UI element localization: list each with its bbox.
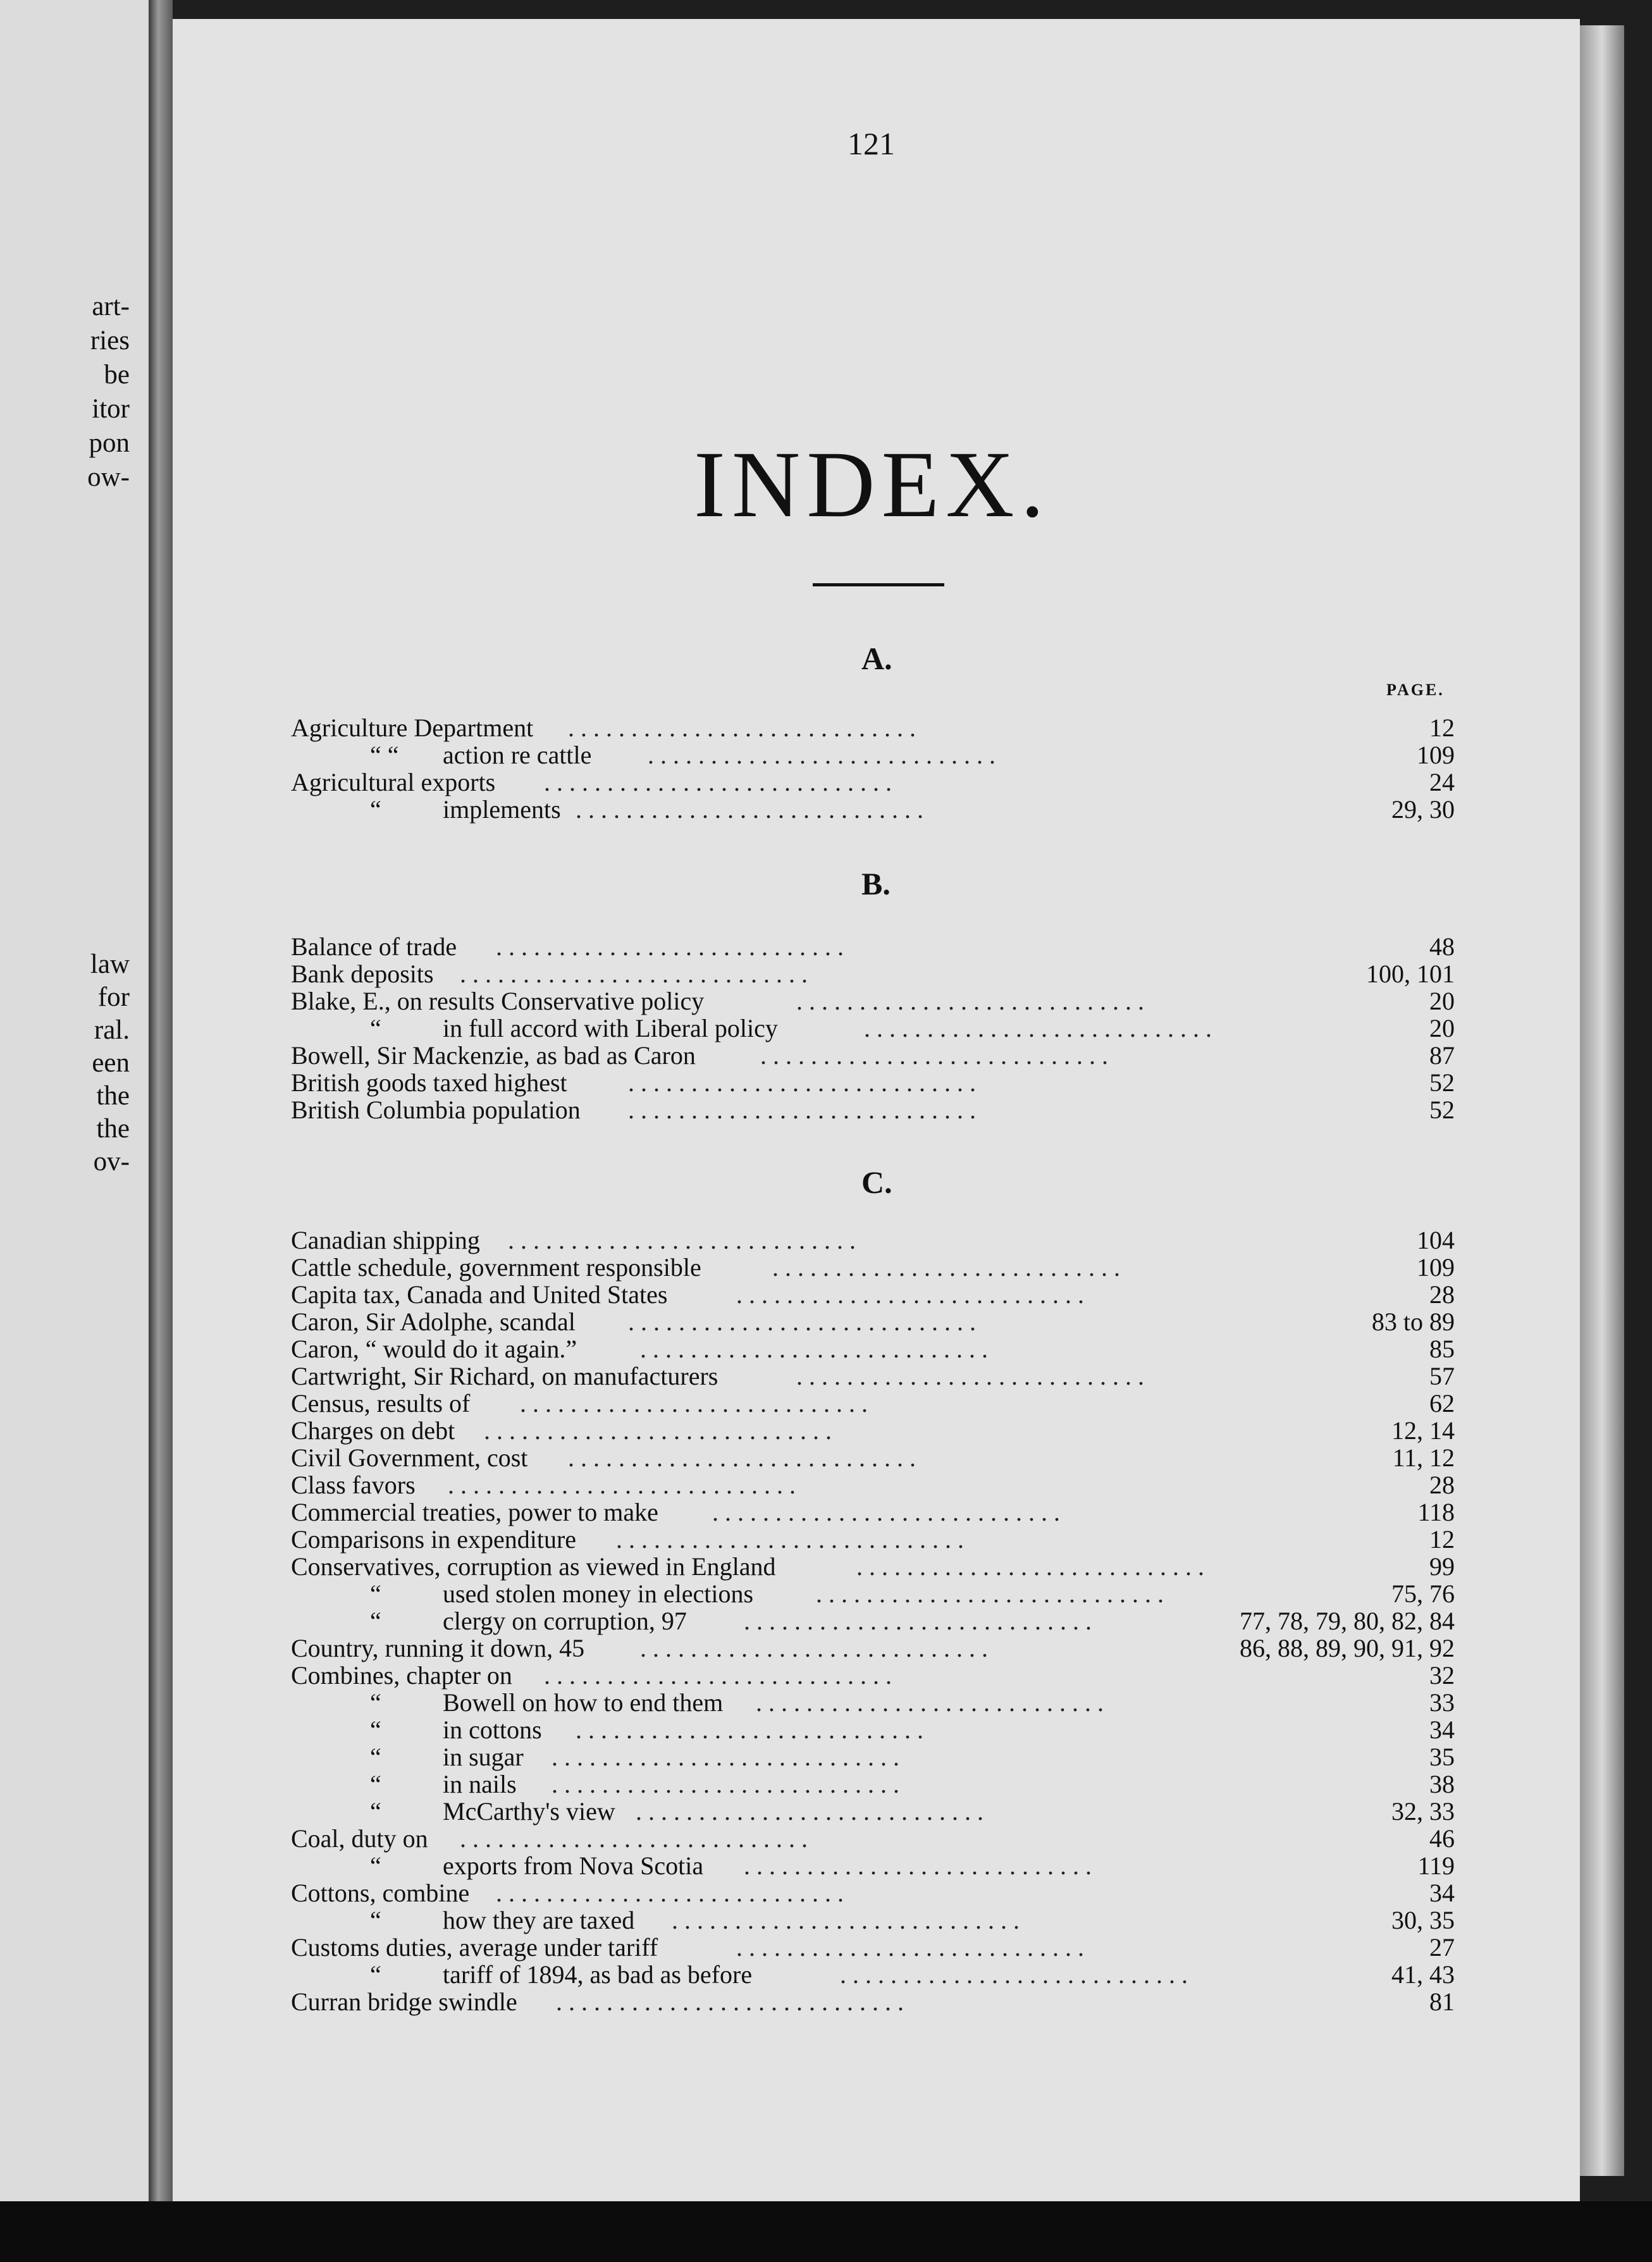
entry-page: 24 (1429, 768, 1455, 796)
entry-page: 52 (1429, 1096, 1455, 1124)
leader-dots: . . . . . . . . . . . . . . . . . . . . . . . . . . . . (744, 1851, 1092, 1880)
entry-text: Cottons, combine (291, 1879, 470, 1907)
entry-page: 87 (1429, 1041, 1455, 1070)
section-letter: A. (861, 641, 892, 676)
leader-dots: . . . . . . . . . . . . . . . . . . . . . . . . . . . . (640, 1634, 988, 1662)
leader-dots: . . . . . . . . . . . . . . . . . . . . . . . . . . . . (508, 1226, 856, 1254)
index-entry (0, 1878, 1455, 1906)
entry-page: 27 (1429, 1933, 1455, 1962)
index-entry (0, 1470, 1455, 1498)
index-entry (0, 1552, 1455, 1579)
leader-dots: . . . . . . . . . . . . . . . . . . . . . . . . . . . . (576, 795, 923, 824)
leader-dots: . . . . . . . . . . . . . . . . . . . . . . . . . . . . (520, 1389, 868, 1418)
entry-text: action re cattle (443, 741, 592, 769)
facing-page-line: law (90, 949, 130, 979)
entry-text: Customs duties, average under tariff (291, 1933, 658, 1962)
page-edge (1580, 25, 1624, 2176)
leader-dots: . . . . . . . . . . . . . . . . . . . . . . . . . . . . (760, 1041, 1108, 1070)
entry-text: in sugar (443, 1743, 524, 1771)
entry-text: Comparisons in expenditure (291, 1525, 577, 1554)
facing-page-line: art- (92, 292, 130, 321)
entry-text: Caron, “ would do it again.” (291, 1335, 577, 1363)
leader-dots: . . . . . . . . . . . . . . . . . . . . . . . . . . . . (496, 1879, 844, 1907)
entry-text: exports from Nova Scotia (443, 1851, 704, 1880)
leader-dots: . . . . . . . . . . . . . . . . . . . . . . . . . . . . (816, 1579, 1164, 1608)
entry-page: 12, 14 (1391, 1416, 1455, 1445)
index-entry (0, 1041, 1455, 1068)
entry-text: McCarthy's view (443, 1797, 615, 1826)
page-title: INDEX. (694, 432, 1051, 537)
index-entry (0, 1824, 1455, 1851)
index-entry (0, 1013, 1455, 1041)
entry-page: 34 (1429, 1715, 1455, 1744)
leader-dots: . . . . . . . . . . . . . . . . . . . . . . . . . . . . (556, 1987, 904, 2016)
leader-dots: . . . . . . . . . . . . . . . . . . . . . . . . . . . . (756, 1688, 1104, 1717)
index-entry (0, 1579, 1455, 1607)
leader-dots: . . . . . . . . . . . . . . . . . . . . . . . . . . . . (864, 1014, 1212, 1042)
section-letter: B. (861, 866, 891, 901)
index-entry (0, 1497, 1455, 1525)
entry-text: tariff of 1894, as bad as before (443, 1960, 753, 1989)
leader-dots: . . . . . . . . . . . . . . . . . . . . . . . . . . . . (840, 1960, 1188, 1989)
facing-page-line: the (96, 1081, 130, 1111)
entry-page: 109 (1417, 1253, 1455, 1282)
index-entry (0, 1443, 1455, 1471)
index-entry (0, 1633, 1455, 1661)
entry-page: 85 (1429, 1335, 1455, 1363)
leader-dots: . . . . . . . . . . . . . . . . . . . . . . . . . . . . (568, 1443, 916, 1472)
entry-text: Class favors (291, 1471, 416, 1499)
entry-text: British goods taxed highest (291, 1068, 567, 1097)
leader-dots: . . . . . . . . . . . . . . . . . . . . . . . . . . . . (460, 960, 808, 988)
entry-text: Country, running it down, 45 (291, 1634, 585, 1662)
entry-text: British Columbia population (291, 1096, 581, 1124)
index-entry (0, 1905, 1455, 1933)
entry-text: in nails (443, 1770, 517, 1798)
entry-page: 83 to 89 (1371, 1307, 1455, 1336)
entry-page: 30, 35 (1391, 1906, 1455, 1934)
leader-dots: . . . . . . . . . . . . . . . . . . . . . . . . . . . . (568, 714, 916, 742)
entry-text: Agricultural exports (291, 768, 496, 796)
entry-text: Civil Government, cost (291, 1443, 528, 1472)
facing-page-line: the (96, 1114, 130, 1144)
index-entry (0, 1068, 1455, 1096)
leader-dots: . . . . . . . . . . . . . . . . . . . . . . . . . . . . (544, 1661, 892, 1690)
entry-text: Caron, Sir Adolphe, scandal (291, 1307, 576, 1336)
leader-dots: . . . . . . . . . . . . . . . . . . . . . . . . . . . . (736, 1280, 1084, 1309)
leader-dots: . . . . . . . . . . . . . . . . . . . . . . . . . . . . (628, 1096, 976, 1124)
index-entry (0, 1960, 1455, 1987)
index-entry (0, 1388, 1455, 1416)
ditto-mark: “ (370, 1851, 381, 1880)
entry-text: implements (443, 795, 561, 824)
entry-page: 104 (1417, 1226, 1455, 1254)
index-entry (0, 1606, 1455, 1634)
ditto-mark: “ (370, 1770, 381, 1798)
leader-dots: . . . . . . . . . . . . . . . . . . . . . . . . . . . . (712, 1498, 1060, 1526)
entry-text: in cottons (443, 1715, 542, 1744)
index-entry (0, 1851, 1455, 1879)
entry-page: 12 (1429, 1525, 1455, 1554)
entry-page: 52 (1429, 1068, 1455, 1097)
entry-page: 46 (1429, 1824, 1455, 1853)
entry-text: Combines, chapter on (291, 1661, 512, 1690)
entry-page: 57 (1429, 1362, 1455, 1390)
leader-dots: . . . . . . . . . . . . . . . . . . . . . . . . . . . . (736, 1933, 1084, 1962)
entry-page: 41, 43 (1391, 1960, 1455, 1989)
index-entry (0, 1307, 1455, 1335)
leader-dots: . . . . . . . . . . . . . . . . . . . . . . . . . . . . (640, 1335, 988, 1363)
facing-page-line: be (104, 360, 130, 390)
leader-dots: . . . . . . . . . . . . . . . . . . . . . . . . . . . . (856, 1552, 1204, 1581)
index-entry (0, 794, 1455, 822)
leader-dots: . . . . . . . . . . . . . . . . . . . . . . . . . . . . (796, 987, 1144, 1015)
entry-text: Commercial treaties, power to make (291, 1498, 658, 1526)
entry-text: Capita tax, Canada and United States (291, 1280, 668, 1309)
index-entry (0, 1524, 1455, 1552)
entry-text: Agriculture Department (291, 714, 534, 742)
entry-page: 75, 76 (1391, 1579, 1455, 1608)
entry-page: 48 (1429, 932, 1455, 961)
leader-dots: . . . . . . . . . . . . . . . . . . . . . . . . . . . . (628, 1307, 976, 1336)
leader-dots: . . . . . . . . . . . . . . . . . . . . . . . . . . . . (772, 1253, 1120, 1282)
ditto-mark: “ (370, 1579, 381, 1608)
entry-page: 34 (1429, 1879, 1455, 1907)
entry-text: Bowell on how to end them (443, 1688, 724, 1717)
index-entry (0, 1252, 1455, 1280)
entry-page: 11, 12 (1392, 1443, 1455, 1472)
index-entry (0, 1688, 1455, 1715)
entry-page: 32, 33 (1391, 1797, 1455, 1826)
entry-page: 118 (1417, 1498, 1455, 1526)
entry-text: Canadian shipping (291, 1226, 480, 1254)
ditto-mark: “ (370, 1688, 381, 1717)
leader-dots: . . . . . . . . . . . . . . . . . . . . . . . . . . . . (672, 1906, 1020, 1934)
facing-page-line: for (97, 982, 130, 1012)
ditto-mark: “ (370, 1607, 381, 1635)
facing-page-line: pon (89, 428, 130, 458)
facing-page-line: een (92, 1048, 130, 1078)
leader-dots: . . . . . . . . . . . . . . . . . . . . . . . . . . . . (576, 1715, 923, 1744)
index-entry (0, 767, 1455, 795)
entry-page: 20 (1429, 987, 1455, 1015)
entry-text: Curran bridge swindle (291, 1987, 517, 2016)
entry-text: Coal, duty on (291, 1824, 428, 1853)
leader-dots: . . . . . . . . . . . . . . . . . . . . . . . . . . . . (616, 1525, 964, 1554)
entry-text: Bank deposits (291, 960, 434, 988)
index-entry (0, 1361, 1455, 1389)
index-entry (0, 932, 1455, 960)
facing-page-line: ral. (94, 1015, 130, 1045)
entry-page: 119 (1417, 1851, 1455, 1880)
leader-dots: . . . . . . . . . . . . . . . . . . . . . . . . . . . . (552, 1743, 899, 1771)
index-entry (0, 1334, 1455, 1362)
entry-page: 62 (1429, 1389, 1455, 1418)
entry-page: 86, 88, 89, 90, 91, 92 (1240, 1634, 1455, 1662)
entry-text: Balance of trade (291, 932, 457, 961)
entry-page: 33 (1429, 1688, 1455, 1717)
index-entry (0, 986, 1455, 1014)
leader-dots: . . . . . . . . . . . . . . . . . . . . . . . . . . . . (648, 741, 996, 769)
entry-text: Conservatives, corruption as viewed in England (291, 1552, 776, 1581)
index-entry (0, 1225, 1455, 1253)
index-entry (0, 713, 1455, 741)
ditto-mark: “ (370, 1906, 381, 1934)
page-number: 121 (848, 126, 895, 161)
ditto-mark: “ “ (370, 741, 399, 769)
index-entry (0, 1416, 1455, 1443)
facing-page-line: itor (92, 394, 130, 424)
section-letter: C. (861, 1165, 892, 1200)
leader-dots: . . . . . . . . . . . . . . . . . . . . . . . . . . . . (744, 1607, 1092, 1635)
entry-page: 38 (1429, 1770, 1455, 1798)
leader-dots: . . . . . . . . . . . . . . . . . . . . . . . . . . . . (552, 1770, 899, 1798)
entry-page: 32 (1429, 1661, 1455, 1690)
facing-page-line: ow- (87, 462, 130, 492)
leader-dots: . . . . . . . . . . . . . . . . . . . . . . . . . . . . (628, 1068, 976, 1097)
leader-dots: . . . . . . . . . . . . . . . . . . . . . . . . . . . . (496, 932, 844, 961)
entry-page: 100, 101 (1366, 960, 1455, 988)
facing-page-line: ries (90, 326, 130, 355)
entry-page: 35 (1429, 1743, 1455, 1771)
entry-text: Census, results of (291, 1389, 471, 1418)
leader-dots: . . . . . . . . . . . . . . . . . . . . . . . . . . . . (636, 1797, 983, 1826)
leader-dots: . . . . . . . . . . . . . . . . . . . . . . . . . . . . (460, 1824, 808, 1853)
entry-text: Cartwright, Sir Richard, on manufacturers (291, 1362, 718, 1390)
entry-text: in full accord with Liberal policy (443, 1014, 778, 1042)
ditto-mark: “ (370, 795, 381, 824)
scan-border (0, 2201, 1652, 2262)
entry-page: 12 (1429, 714, 1455, 742)
entry-text: Blake, E., on results Conservative policy (291, 987, 705, 1015)
index-entry (0, 740, 1455, 768)
entry-text: Cattle schedule, government responsible (291, 1253, 701, 1282)
entry-page: 77, 78, 79, 80, 82, 84 (1240, 1607, 1455, 1635)
ditto-mark: “ (370, 1960, 381, 1989)
leader-dots: . . . . . . . . . . . . . . . . . . . . . . . . . . . . (448, 1471, 796, 1499)
ditto-mark: “ (370, 1797, 381, 1826)
entry-page: 81 (1429, 1987, 1455, 2016)
entry-page: 28 (1429, 1280, 1455, 1309)
index-entry (0, 1742, 1455, 1770)
entry-text: Bowell, Sir Mackenzie, as bad as Caron (291, 1041, 696, 1070)
page-column-heading: PAGE. (1386, 681, 1445, 699)
ditto-mark: “ (370, 1743, 381, 1771)
facing-page-line: ov- (93, 1147, 130, 1177)
leader-dots: . . . . . . . . . . . . . . . . . . . . . . . . . . . . (544, 768, 892, 796)
index-entry (0, 1796, 1455, 1824)
index-entry (0, 1280, 1455, 1307)
entry-page: 29, 30 (1391, 795, 1455, 824)
index-entry (0, 1660, 1455, 1688)
entry-page: 99 (1429, 1552, 1455, 1581)
index-entry (0, 1932, 1455, 1960)
index-entry (0, 1715, 1455, 1743)
entry-text: clergy on corruption, 97 (443, 1607, 687, 1635)
leader-dots: . . . . . . . . . . . . . . . . . . . . . . . . . . . . (484, 1416, 832, 1445)
index-entry (0, 1095, 1455, 1123)
entry-text: how they are taxed (443, 1906, 635, 1934)
leader-dots: . . . . . . . . . . . . . . . . . . . . . . . . . . . . (796, 1362, 1144, 1390)
title-rule (813, 583, 944, 586)
ditto-mark: “ (370, 1715, 381, 1744)
index-entry (0, 1769, 1455, 1797)
index-entry (0, 1987, 1455, 2015)
entry-text: used stolen money in elections (443, 1579, 754, 1608)
index-entry (0, 959, 1455, 987)
entry-page: 20 (1429, 1014, 1455, 1042)
entry-page: 28 (1429, 1471, 1455, 1499)
entry-page: 109 (1417, 741, 1455, 769)
ditto-mark: “ (370, 1014, 381, 1042)
entry-text: Charges on debt (291, 1416, 455, 1445)
